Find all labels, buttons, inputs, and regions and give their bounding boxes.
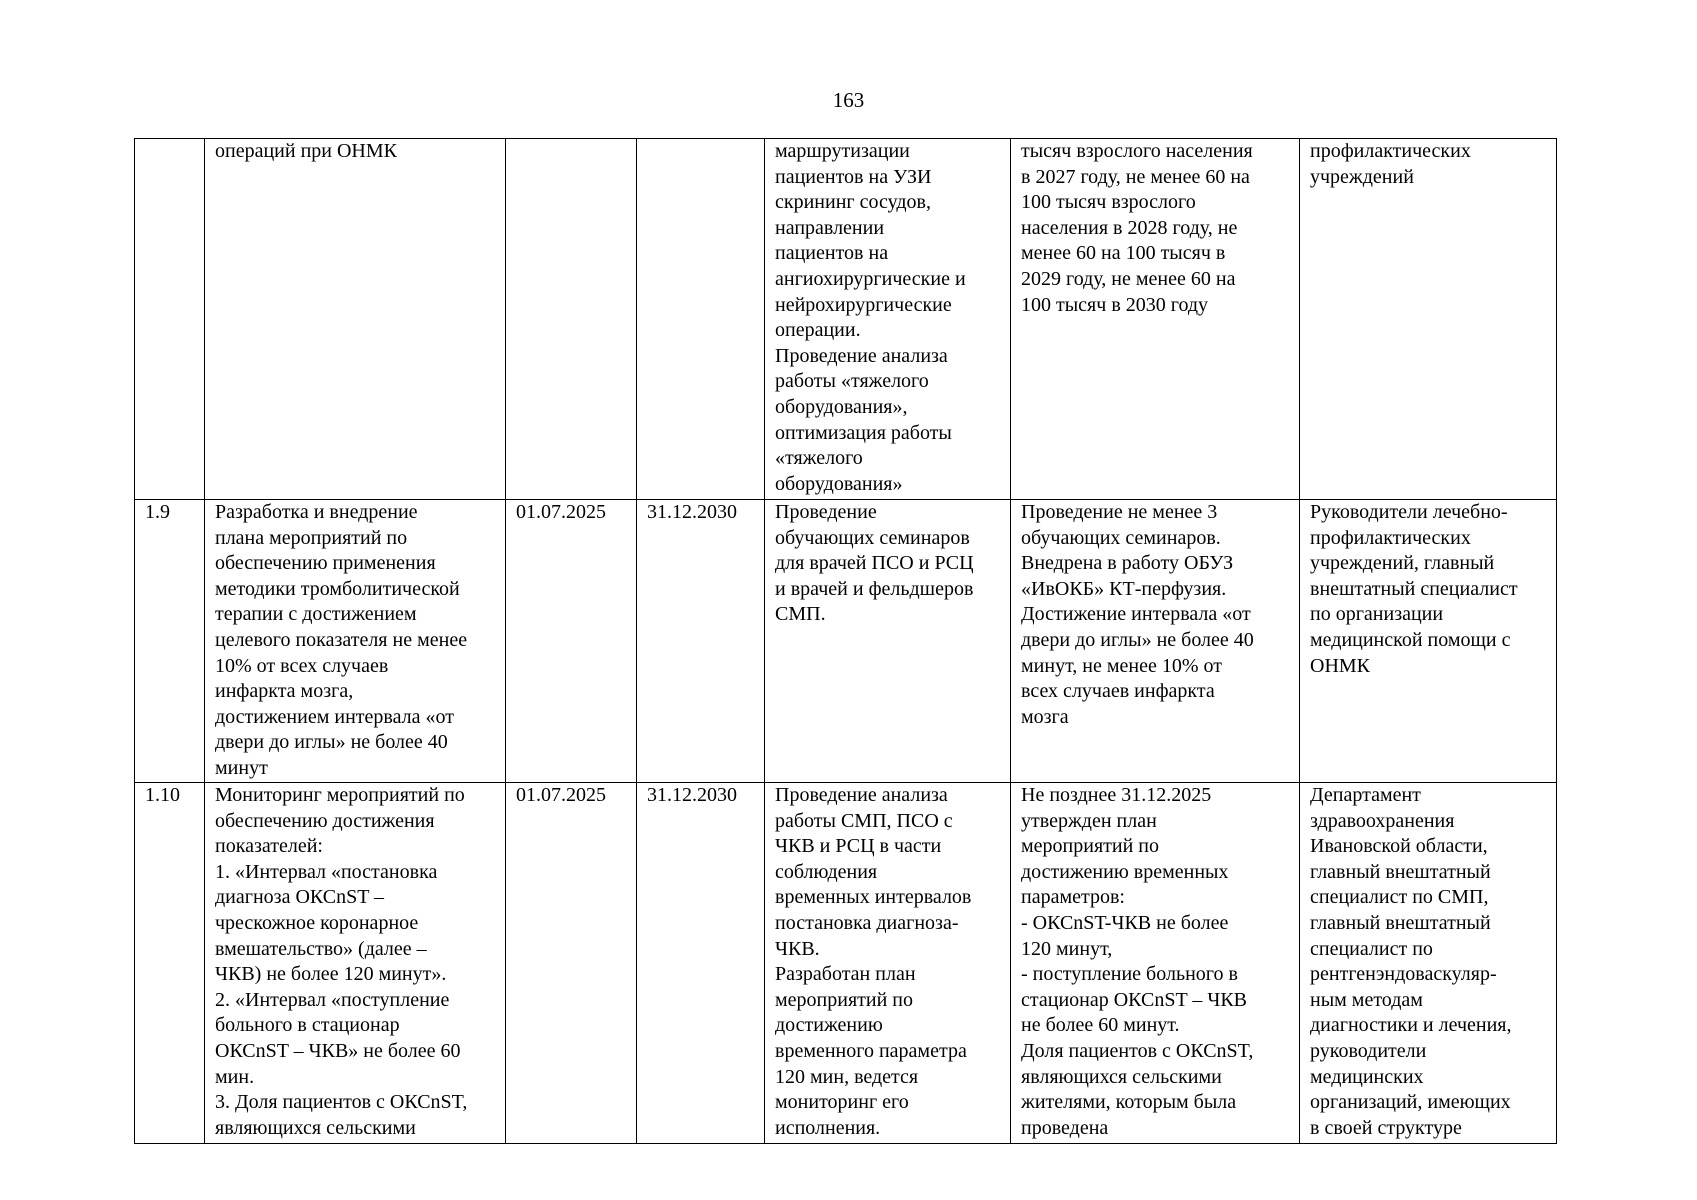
cell-responsible: Департамент здравоохранения Ивановской области, главный внештатный специалист по СМП, главный внештатный специалист по рентгенэндоваскуляр- ным методам диагностики и лечения, руководители медицинских организаций, имеющих в своей структуре (1300, 783, 1557, 1144)
cell-start-date (506, 139, 637, 500)
cell-measure-name: Мониторинг мероприятий по обеспечению достижения показателей: 1. «Интервал «постановка диагноза ОКСnST – чрескожное коронарное вмешательство» (далее – ЧКВ) не более 120 минут». 2. «Интервал «поступление больного в стационар ОКСnST – ЧКВ» не более 60 мин. 3. Доля пациентов с ОКСnST, являющихся сельскими (205, 783, 506, 1144)
cell-start-date: 01.07.2025 (506, 500, 637, 783)
cell-measure-name: операций при ОНМК (205, 139, 506, 500)
page-number: 163 (832, 88, 865, 112)
cell-number: 1.9 (135, 500, 205, 783)
cell-actions: Проведение анализа работы СМП, ПСО с ЧКВ и РСЦ в части соблюдения временных интервалов постановка диагноза- ЧКВ. Разработан план мероприятий по достижению временного параметра 120 мин, ведется мониторинг его исполнения. (765, 783, 1011, 1144)
cell-actions: маршрутизации пациентов на УЗИ скрининг сосудов, направлении пациентов на ангиохирургические и нейрохирургические операции. Проведение анализа работы «тяжелого оборудования», оптимизация работы «тяжелого оборудования» (765, 139, 1011, 500)
cell-number (135, 139, 205, 500)
measures-table (134, 138, 1557, 1144)
cell-actions: Проведение обучающих семинаров для врачей ПСО и РСЦ и врачей и фельдшеров СМП. (765, 500, 1011, 783)
cell-result: Не позднее 31.12.2025 утвержден план мероприятий по достижению временных параметров: - ОКСnST-ЧКВ не более 120 минут, - поступление больного в стационар ОКСnST – ЧКВ не более 60 минут. Доля пациентов с ОКСnST, являющихся сельскими жителями, которым была проведена (1011, 783, 1300, 1144)
cell-result: тысяч взрослого населения в 2027 году, не менее 60 на 100 тысяч взрослого населения в 2028 году, не менее 60 на 100 тысяч в 2029 году, не менее 60 на 100 тысяч в 2030 году (1011, 139, 1300, 500)
cell-end-date: 31.12.2030 (637, 783, 765, 1144)
cell-end-date (637, 139, 765, 500)
cell-number: 1.10 (135, 783, 205, 1144)
cell-end-date: 31.12.2030 (637, 500, 765, 783)
cell-responsible: профилактических учреждений (1300, 139, 1557, 500)
cell-measure-name: Разработка и внедрение плана мероприятий по обеспечению применения методики тромболитической терапии с достижением целевого показателя не менее 10% от всех случаев инфаркта мозга, достижением интервала «от двери до иглы» не более 40 минут (205, 500, 506, 783)
cell-start-date: 01.07.2025 (506, 783, 637, 1144)
cell-responsible: Руководители лечебно- профилактических учреждений, главный внештатный специалист по организации медицинской помощи с ОНМК (1300, 500, 1557, 783)
table-row (135, 500, 1557, 783)
table-row (135, 783, 1557, 1144)
cell-result: Проведение не менее 3 обучающих семинаров. Внедрена в работу ОБУЗ «ИвОКБ» КТ-перфузия. Достижение интервала «от двери до иглы» не более 40 минут, не менее 10% от всех случаев инфаркта мозга (1011, 500, 1300, 783)
table-row (135, 139, 1557, 500)
